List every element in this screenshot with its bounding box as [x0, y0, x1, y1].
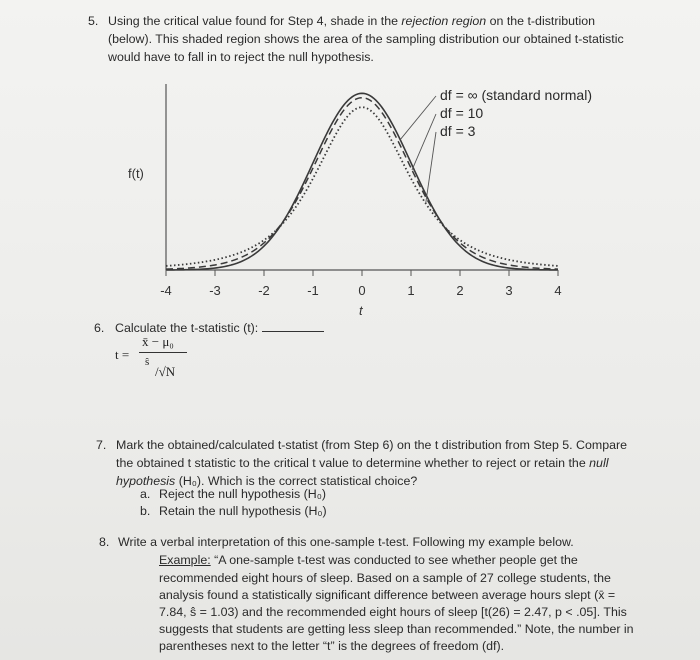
q7-line2-a: the obtained t statistic to the critical t value to determine whether to reject or retain the — [116, 456, 590, 470]
x-tick-label: -2 — [258, 283, 270, 298]
x-tick-label: -3 — [209, 283, 221, 298]
legend-leader-line — [412, 114, 436, 170]
q7-option-b[interactable]: Retain the null hypothesis (H₀) — [159, 504, 327, 518]
q8-line4: analysis found a statistically significant difference between average hours slept (x̄ = — [159, 588, 616, 602]
legend-leader-line — [400, 96, 436, 140]
q8-line7: parentheses next to the letter “t” is the degrees of freedom (df). — [159, 639, 505, 653]
q6-number: 6. — [94, 321, 105, 335]
chart-legend — [400, 87, 592, 203]
q7-line3-b: (H₀). Which is the correct statistical choice? — [175, 474, 418, 488]
q7-line3-em: hypothesis — [116, 474, 176, 488]
x-tick-label: 4 — [554, 283, 562, 298]
q6-formula-numerator: x̄ − μ₀ — [142, 334, 174, 349]
x-tick-label: 0 — [358, 283, 366, 298]
q5-line2: (below). This shaded region shows the area of the sampling distribution our obtained t-statistic — [108, 32, 624, 46]
q8-line3: recommended eight hours of sleep. Based on a sample of 27 college students, the — [159, 571, 611, 585]
x-tick-label: 3 — [505, 283, 513, 298]
q5-number: 5. — [88, 14, 99, 28]
legend-entry: df = ∞ (standard normal) — [440, 87, 592, 103]
q7-option-b-letter: b. — [140, 504, 151, 518]
series-line-dashed — [166, 98, 558, 269]
q6-text: Calculate the t-statistic (t): — [115, 321, 259, 335]
q7-option-a[interactable]: Reject the null hypothesis (H₀) — [159, 487, 326, 501]
q8-line6: suggests that students are getting less sleep than recommended.” Note, the number in — [159, 622, 634, 636]
series-line-dotted — [166, 107, 558, 266]
q8-line5: 7.84, ŝ = 1.03) and the recommended eight hours of sleep [t(26) = 2.47, p < .05]. This — [159, 605, 627, 619]
chart-curves — [166, 93, 558, 270]
x-tick-label: 2 — [456, 283, 464, 298]
x-tick-label: -1 — [307, 283, 319, 298]
y-axis-label: f(t) — [128, 166, 144, 181]
q8-number: 8. — [99, 535, 110, 549]
chart-ticks — [160, 270, 561, 298]
q6-fraction-bar — [139, 352, 187, 353]
q5-line3: would have to fall in to reject the null hypothesis. — [108, 50, 374, 64]
chart-axes — [128, 84, 558, 318]
legend-entry: df = 10 — [440, 105, 484, 121]
q6-answer-blank[interactable] — [262, 321, 324, 332]
q5-line1 — [108, 12, 595, 30]
q5-line1-b: on the t-distribution — [486, 14, 595, 28]
q8-line1: Write a verbal interpretation of this one-sample t-test. Following my example below. — [118, 535, 574, 549]
q7-option-a-letter: a. — [140, 487, 151, 501]
x-axis-label: t — [359, 303, 363, 318]
q8-example-label: Example: — [159, 553, 211, 567]
q5-line1-a: Using the critical value found for Step 4, shade in the — [108, 14, 402, 28]
legend-leader-line — [426, 132, 436, 203]
series-line-solid — [166, 93, 558, 270]
q7-number: 7. — [96, 438, 107, 452]
q6-formula-den-n: /√N — [155, 364, 176, 379]
q6-formula-den-s: ŝ — [145, 356, 150, 368]
t-distribution-chart — [0, 70, 700, 330]
q5-line1-em: rejection region — [401, 14, 487, 28]
q8-line2-text: “A one-sample t-test was conducted to see whether people get the — [210, 553, 578, 567]
q8-line2 — [159, 551, 578, 569]
x-tick-label: 1 — [407, 283, 415, 298]
x-tick-label: -4 — [160, 283, 172, 298]
q7-line1: Mark the obtained/calculated t-statist (from Step 6) on the t distribution from Step 5. Compare — [116, 438, 628, 452]
q6-formula-t: t = — [115, 347, 130, 362]
legend-entry: df = 3 — [440, 123, 476, 139]
q7-line2 — [116, 454, 608, 472]
q7-line2-em: null — [589, 456, 609, 470]
